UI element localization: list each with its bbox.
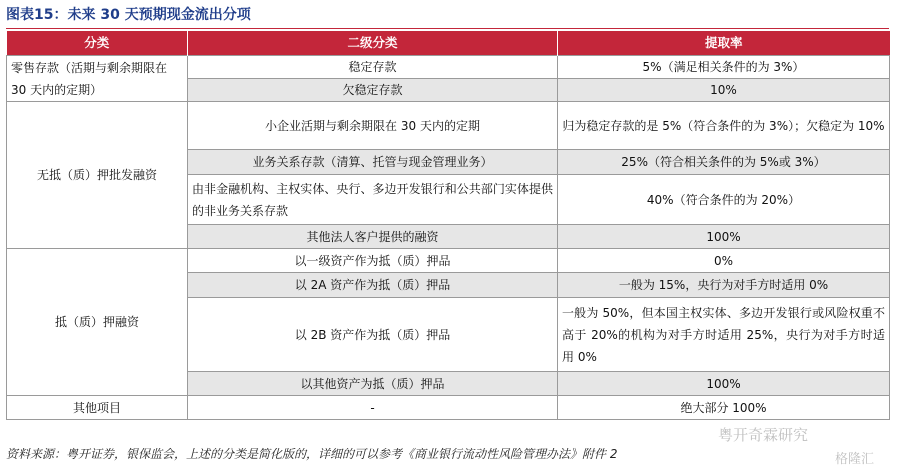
subcategory-cell: 以一级资产作为抵（质）押品 [188, 249, 558, 273]
source-note: 资料来源：粤开证券，银保监会，上述的分类是简化版的，详细的可以参考《商业银行流动性风险管理办法》附件 2 [6, 447, 618, 461]
figure-title: 图表15：未来 30 天预期现金流出分项 [6, 7, 251, 23]
subcategory-cell: 由非金融机构、主权实体、央行、多边开发银行和公共部门实体提供的非业务关系存款 [188, 175, 558, 225]
subcategory-cell: 以 2B 资产作为抵（质）押品 [188, 298, 558, 372]
header-rate: 提取率 [558, 31, 890, 56]
rate-cell: 40%（符合条件的为 20%） [558, 175, 890, 225]
rate-cell: 一般为 15%，央行为对手方时适用 0% [558, 273, 890, 298]
header-row [7, 31, 890, 56]
table-row [7, 249, 890, 273]
category-cell: 抵（质）押融资 [7, 249, 188, 396]
subcategory-cell: 以其他资产为抵（质）押品 [188, 372, 558, 396]
rate-cell: 一般为 50%，但本国主权实体、多边开发银行或风险权重不高于 20%的机构为对手方时适用 25%，央行为对手方时适用 0% [558, 298, 890, 372]
title-divider [6, 28, 889, 29]
rate-cell: 绝大部分 100% [558, 396, 890, 420]
subcategory-cell: 其他法人客户提供的融资 [188, 225, 558, 249]
outflow-table [6, 31, 890, 420]
watermark-text: 粤开奇霖研究 [718, 426, 809, 444]
header-category: 分类 [7, 31, 188, 56]
category-cell: 无抵（质）押批发融资 [7, 102, 188, 249]
rate-cell: 0% [558, 249, 890, 273]
table-row [7, 396, 890, 420]
rate-cell: 10% [558, 79, 890, 102]
subcategory-cell: 业务关系存款（清算、托管与现金管理业务） [188, 150, 558, 175]
category-cell: 其他项目 [7, 396, 188, 420]
rate-cell: 归为稳定存款的是 5%（符合条件的为 3%）；欠稳定为 10% [558, 102, 890, 150]
rate-cell: 25%（符合相关条件的为 5%或 3%） [558, 150, 890, 175]
rate-cell: 100% [558, 372, 890, 396]
table-row [7, 102, 890, 150]
subcategory-cell: 欠稳定存款 [188, 79, 558, 102]
header-subcategory: 二级分类 [188, 31, 558, 56]
subcategory-cell: 小企业活期与剩余期限在 30 天内的定期 [188, 102, 558, 150]
table-row [7, 56, 890, 79]
subcategory-cell: 以 2A 资产作为抵（质）押品 [188, 273, 558, 298]
subcategory-cell: 稳定存款 [188, 56, 558, 79]
rate-cell: 100% [558, 225, 890, 249]
subcategory-cell: - [188, 396, 558, 420]
watermark-logo-text: 格隆汇 [835, 452, 875, 467]
rate-cell: 5%（满足相关条件的为 3%） [558, 56, 890, 79]
category-cell: 零售存款（活期与剩余期限在 30 天内的定期） [7, 56, 188, 102]
